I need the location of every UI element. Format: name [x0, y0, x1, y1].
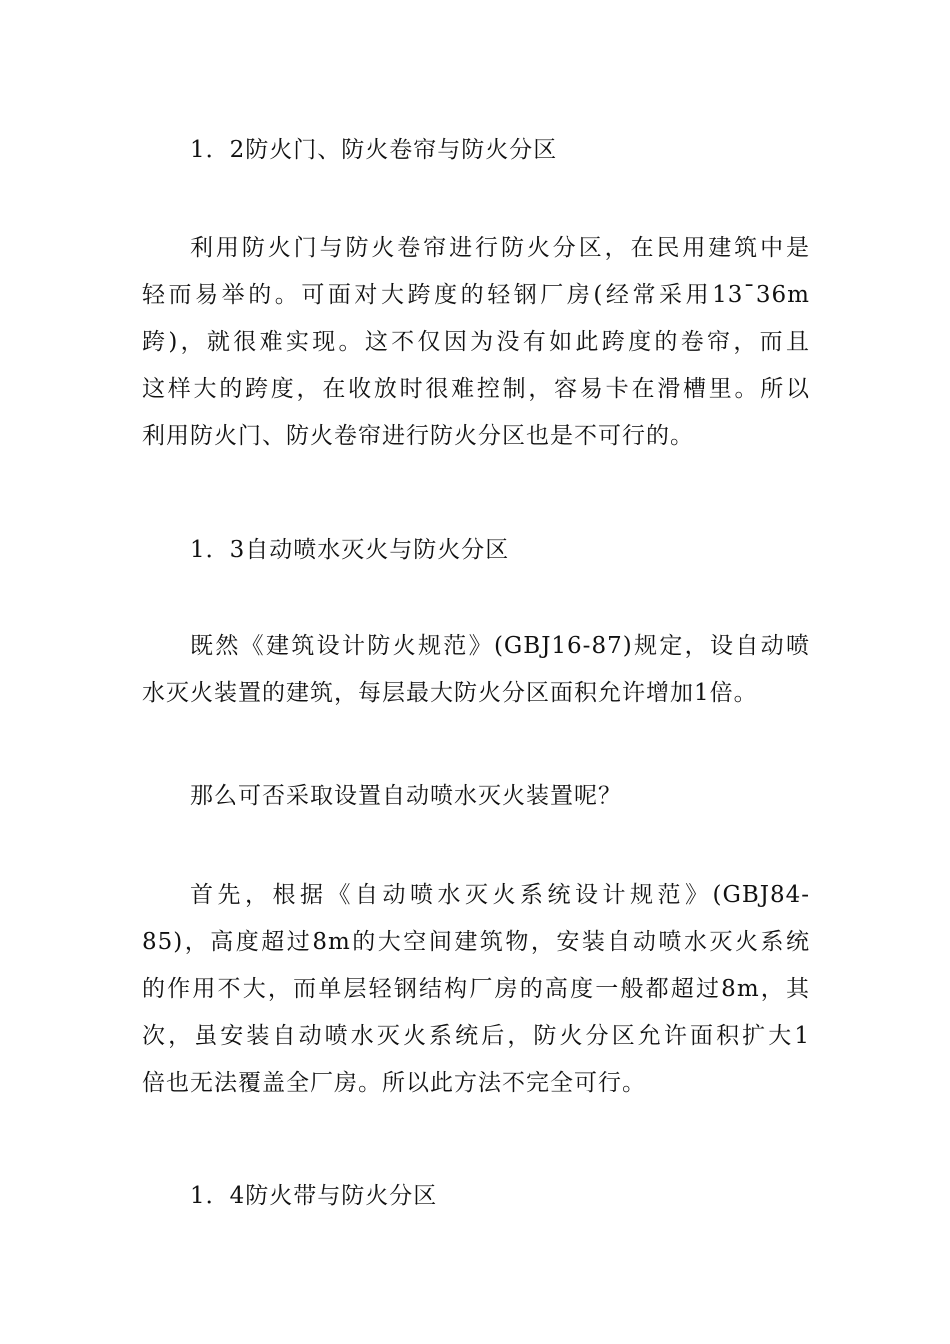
paragraph-line: 85)，高度超过8m的大空间建筑物，安装自动喷水灭火系统 [142, 929, 810, 955]
paragraph-line: 那么可否采取设置自动喷水灭火装置呢？ [190, 783, 622, 809]
section-heading-1-4: 1．4防火带与防火分区 [190, 1183, 438, 1209]
paragraph-line: 跨)，就很难实现。这不仅因为没有如此跨度的卷帘，而且 [142, 329, 810, 355]
paragraph-line: 既然《建筑设计防火规范》(GBJ16-87)规定，设自动喷 [190, 633, 810, 659]
paragraph-line: 这样大的跨度，在收放时很难控制，容易卡在滑槽里。所以 [142, 376, 810, 402]
paragraph-line: 水灭火装置的建筑，每层最大防火分区面积允许增加1倍。 [142, 680, 758, 706]
paragraph-sprinkler-analysis [142, 872, 810, 1107]
paragraph-line: 次，虽安装自动喷水灭火系统后，防火分区允许面积扩大1 [142, 1023, 810, 1049]
paragraph-line: 倍也无法覆盖全厂房。所以此方法不完全可行。 [142, 1070, 646, 1096]
section-heading-1-2: 1．2防火门、防火卷帘与防火分区 [190, 137, 558, 163]
paragraph-line: 利用防火门、防火卷帘进行防火分区也是不可行的。 [142, 423, 694, 449]
section-heading-1-3: 1．3自动喷水灭火与防火分区 [190, 537, 510, 563]
paragraph-line: 轻而易举的。可面对大跨度的轻钢厂房(经常采用13ˉ36m [142, 282, 810, 308]
paragraph-line: 的作用不大，而单层轻钢结构厂房的高度一般都超过8m，其 [142, 976, 810, 1002]
paragraph-sprinkler-question [142, 773, 810, 820]
paragraph-line: 利用防火门与防火卷帘进行防火分区，在民用建筑中是 [190, 235, 810, 261]
paragraph-line: 首先，根据《自动喷水灭火系统设计规范》(GBJ84- [190, 882, 810, 908]
paragraph-sprinkler-rule [142, 623, 810, 717]
paragraph-fire-doors [142, 225, 810, 460]
